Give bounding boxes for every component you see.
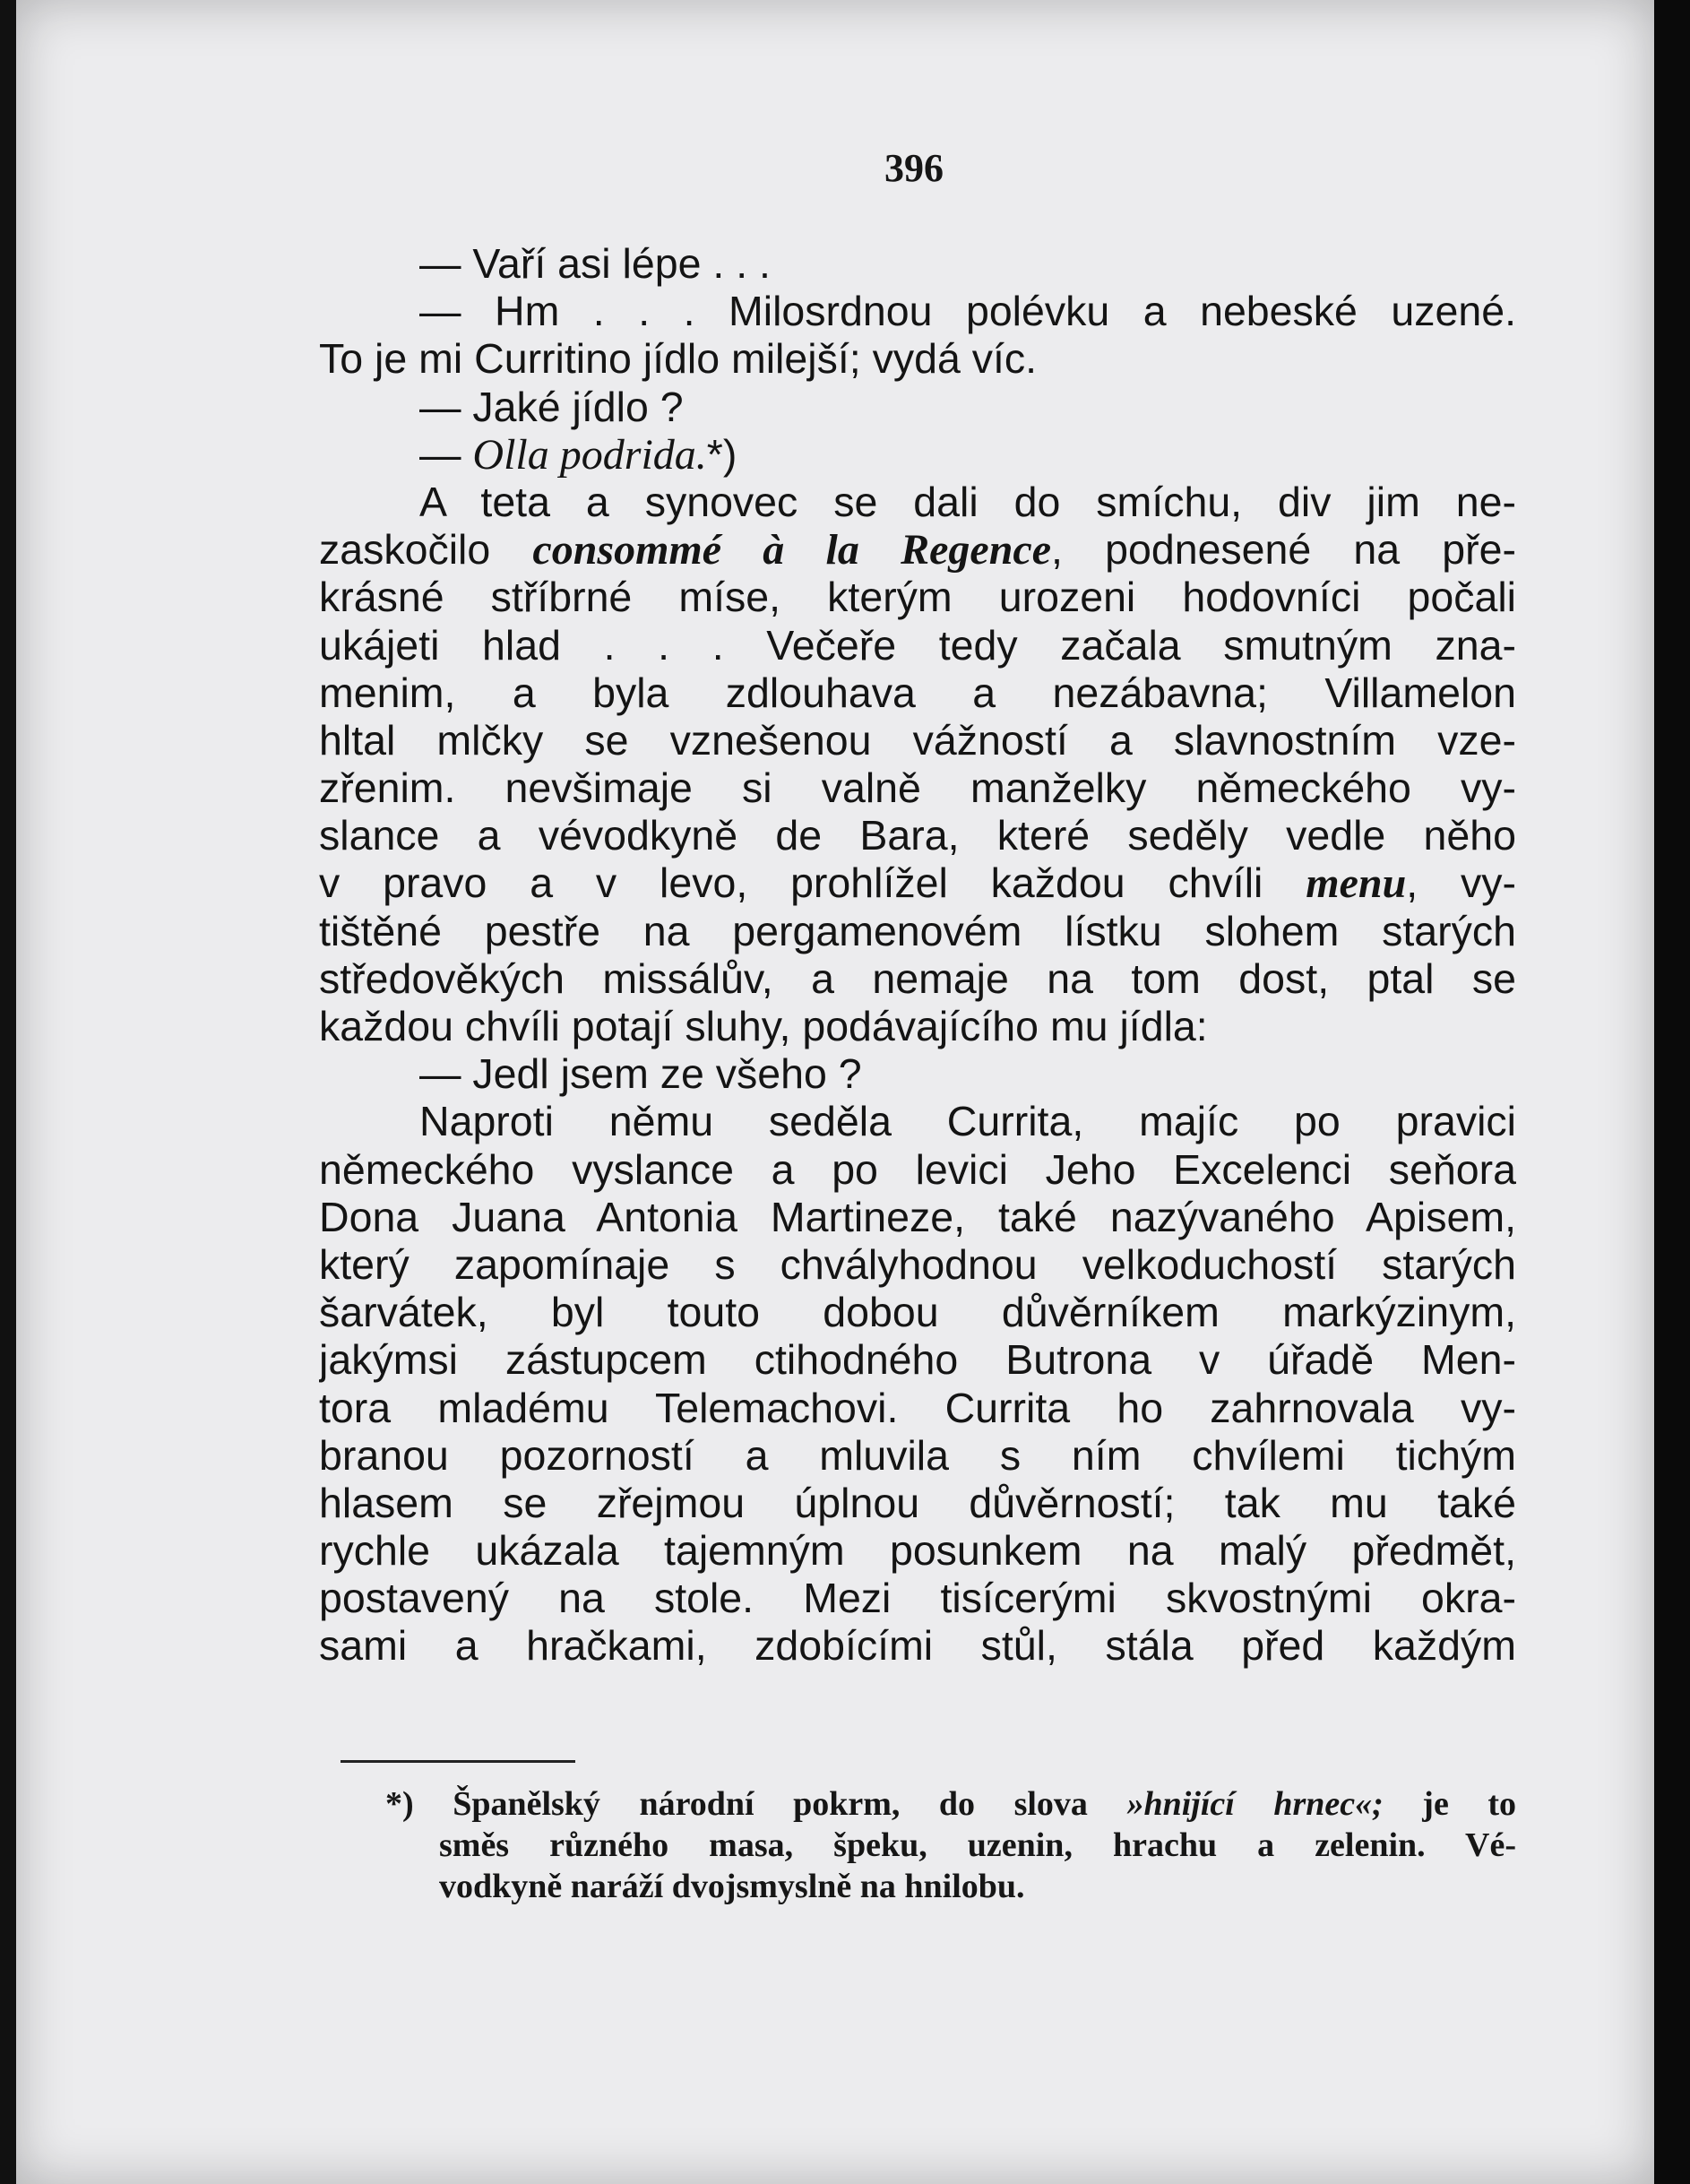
text-line: postavený na stole. Mezi tisícerými skvostnými okra- [319,1575,1516,1622]
footnote-quote: »hnijící hrnec«; [1126,1785,1384,1823]
body-text [319,240,1516,1670]
footnote-text: je to [1383,1785,1516,1823]
text-line: — Jaké jídlo ? [419,383,684,430]
text-line: hlasem se zřejmou úplnou důvěrností; tak mu také [319,1479,1516,1526]
text-fragment: , podnesené na pře- [1051,526,1516,574]
text-line: tištěné pestře na pergamenovém lístku slohem starých [319,907,1516,954]
footnote-mark: *) [385,1785,414,1823]
text-line: šarvátek, byl touto dobou důvěrníkem markýzinym, [319,1289,1516,1336]
text-line [319,431,1516,479]
text-line: zřenim. nevšimaje si valně manželky německého vy- [319,764,1516,812]
italic-term: Olla podrida. [472,430,707,479]
text-line: hltal mlčky se vznešenou vážností a slavnostním vze- [319,716,1516,764]
text-line: který zapomínaje s chvályhodnou velkoduchostí starých [319,1240,1516,1288]
text-fragment: , vy- [1406,859,1516,907]
text-line: — Hm . . . Milosrdnou polévku a nebeské uzené. [419,288,1516,335]
text-line: středověkých missálův, a nemaje na tom dost, ptal se [319,954,1516,1002]
text-line: německého vyslance a po levici Jeho Excelenci seňora [319,1145,1516,1193]
footnote-line [385,1783,1516,1825]
footnote-divider [341,1760,575,1763]
text-line: každou chvíli potají sluhy, podávajícího mu jídla: [319,1003,1208,1049]
text-line [319,526,1516,574]
page-number: 396 [884,146,944,190]
footnote-line: směs různého masa, špeku, uzenin, hrachu a zelenin. Vé- [439,1826,1516,1864]
text-line: sami a hračkami, zdobícími stůl, stála před každým [319,1622,1516,1670]
text-line: krásné stříbrné míse, kterým urozeni hodovníci počali [319,574,1516,621]
footnote-text: Španělský národní pokrm, do slova [453,1785,1127,1823]
footnote [385,1783,1516,1907]
text-line: ukájeti hlad . . . Večeře tedy začala smutným zna- [319,621,1516,669]
footnote-mark: *) [706,430,737,478]
text-line: A teta a synovec se dali do smíchu, div jim ne- [419,478,1516,525]
text-line: Naproti němu seděla Currita, majíc po pravici [419,1098,1516,1145]
text-line: Dona Juana Antonia Martineze, také nazývaného Apisem, [319,1193,1516,1240]
page-edge-shadow [1654,0,1690,2184]
text-line: tora mladému Telemachovi. Currita ho zahrnovala vy- [319,1384,1516,1431]
text-line: jakýmsi zástupcem ctihodného Butrona v úřadě Men- [319,1336,1516,1384]
text-line: rychle ukázala tajemným posunkem na malý předmět, [319,1527,1516,1575]
text-line: branou pozorností a mluvila s ním chvílemi tichým [319,1431,1516,1479]
text-line: slance a vévodkyně de Bara, které seděly vedle něho [319,812,1516,859]
dash: — [419,430,473,478]
text-fragment: zaskočilo [319,526,533,574]
text-line: To je mi Curritino jídlo milejší; vydá víc. [319,335,1038,383]
text-fragment: v pravo a v levo, prohlížel každou chvíli [319,859,1306,907]
footnote-line: vodkyně naráží dvojsmyslně na hnilobu. [439,1868,1025,1905]
text-line: — Vaří asi lépe . . . [419,240,771,287]
text-line: menim, a byla zdlouhava a nezábavna; Villamelon [319,669,1516,716]
text-line: — Jedl jsem ze všeho ? [419,1050,862,1098]
text-line [319,859,1516,907]
italic-term: consommé à la Regence [532,526,1052,574]
italic-term: menu [1306,859,1407,908]
